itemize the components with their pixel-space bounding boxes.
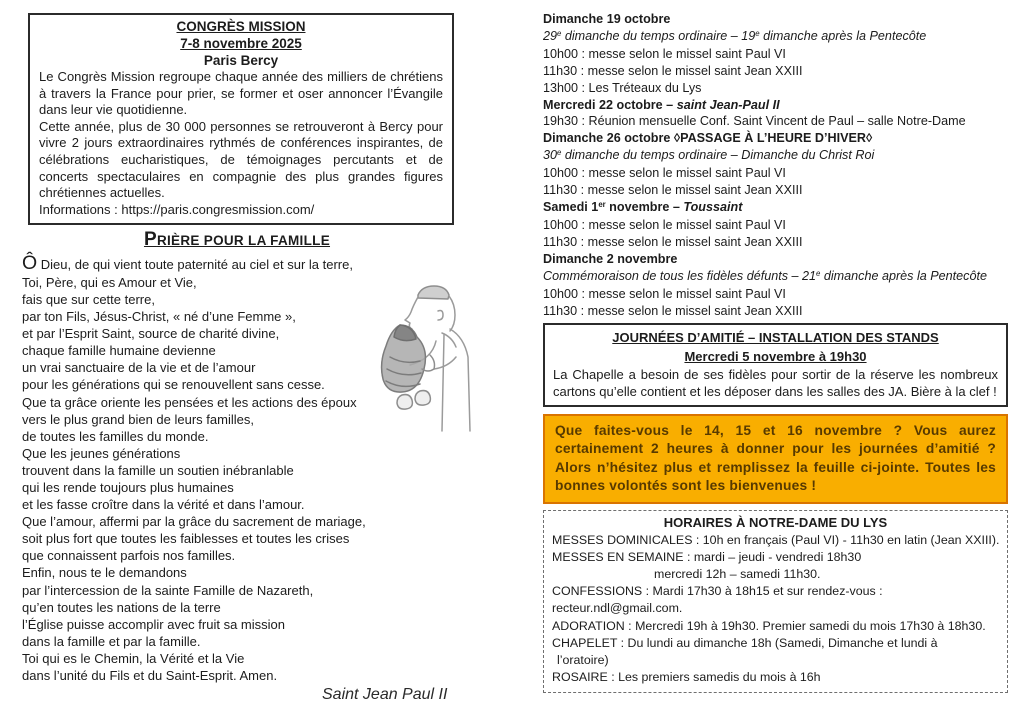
schedule-line: Mercredi 22 octobre – saint Jean-Paul II: [543, 97, 780, 112]
journees-amitie-box: [543, 323, 1008, 407]
horaires-line: ROSAIRE : Les premiers samedis du mois à 16h: [552, 670, 821, 685]
horaires-box: [543, 510, 1008, 694]
prayer-line: Ô Dieu, de qui vient toute paternité au ciel et sur la terre,: [22, 252, 353, 275]
prayer-line: par ton Fils, Jésus-Christ, « né d’une Femme »,: [22, 309, 296, 325]
schedule-line: Samedi 1er novembre – Toussaint: [543, 199, 743, 214]
horaires-line: MESSES DOMINICALES : 10h en français (Paul VI) - 11h30 en latin (Jean XXIII).: [552, 532, 1000, 547]
congres-location: Paris Bercy: [203, 53, 279, 68]
prayer-line: qu’en toutes les nations de la terre: [22, 599, 221, 615]
prayer-title: PRIÈRE POUR LA FAMILLE: [143, 229, 331, 251]
schedule-line: 13h00 : Les Tréteaux du Lys: [543, 80, 702, 95]
schedule-line: 10h00 : messe selon le missel saint Paul VI: [543, 47, 786, 62]
horaires-line: CONFESSIONS : Mardi 17h30 à 18h15 et sur rendez-vous :: [552, 584, 883, 599]
prayer-line: qui les rende toujours plus humaines: [22, 479, 234, 495]
prayer-line: Que les jeunes générations: [22, 445, 181, 461]
mass-schedule: [543, 11, 1008, 320]
horaires-line: recteur.ndl@gmail.com.: [552, 601, 683, 616]
horaires-lines: [552, 532, 999, 687]
schedule-line: 10h00 : messe selon le missel saint Paul VI: [543, 166, 786, 181]
volunteer-appeal-box: [543, 414, 1008, 504]
volunteer-text: Que faites-vous le 14, 15 et 16 novembre ? Vous aurez certainement 2 heures à donner pour les journées d’amitié ? Alors n’hésitez plus et remplissez la feuille ci-jointe. Toutes les bonnes volontés sont les bienvenues !: [555, 422, 996, 494]
prayer-signature: Saint Jean Paul II: [322, 686, 448, 704]
schedule-line: 30e dimanche du temps ordinaire – Dimanche du Christ Roi: [543, 147, 875, 162]
schedule-line: Commémoraison de tous les fidèles défunts – 21e dimanche après la Pentecôte: [543, 268, 987, 283]
schedule-line: 29e dimanche du temps ordinaire – 19e dimanche après la Pentecôte: [543, 28, 927, 43]
prayer-line: Toi, Père, qui es Amour et Vie,: [22, 274, 197, 290]
horaires-line: MESSES EN SEMAINE : mardi – jeudi - vendredi 18h30: [552, 549, 862, 564]
schedule-line: Dimanche 19 octobre: [543, 12, 671, 26]
schedule-line: 11h30 : messe selon le missel saint Jean XXIII: [543, 235, 803, 250]
schedule-line: 11h30 : messe selon le missel saint Jean XXIII: [543, 303, 803, 318]
horaires-title: HORAIRES À NOTRE-DAME DU LYS: [663, 514, 888, 530]
schedule-line: 10h00 : messe selon le missel saint Paul VI: [543, 218, 786, 233]
prayer-line: vers le plus grand bien de leurs familles,: [22, 411, 254, 427]
prayer-line: Toi qui es le Chemin, la Vérité et la Vie: [22, 650, 245, 666]
schedule-line: 10h00 : messe selon le missel saint Paul VI: [543, 287, 786, 302]
schedule-line: Dimanche 26 octobre ◊PASSAGE À L’HEURE D’HIVER◊: [543, 130, 873, 145]
stands-title: JOURNÉES D’AMITIÉ – INSTALLATION DES STANDS: [612, 329, 939, 345]
stands-date: Mercredi 5 novembre à 19h30: [684, 348, 867, 364]
schedule-line: 11h30 : messe selon le missel saint Jean XXIII: [543, 64, 803, 79]
prayer-line: fais que sur cette terre,: [22, 291, 155, 307]
schedule-line: 19h30 : Réunion mensuelle Conf. Saint Vincent de Paul – salle Notre-Dame: [543, 114, 966, 129]
prayer-line: Enfin, nous te le demandons: [22, 565, 187, 581]
congres-paragraph: Informations : https://paris.congresmission.com/: [39, 201, 315, 217]
prayer-line: et les fasse croître dans la vérité et dans l’amour.: [22, 497, 305, 513]
prayer-line: Que l’amour, affermi par la grâce du sacrement de mariage,: [22, 514, 366, 530]
prayer-line: que connaissent parfois nos familles.: [22, 548, 236, 564]
prayer-line: trouvent dans la famille un soutien inébranlable: [22, 462, 294, 478]
horaires-line: CHAPELET : Du lundi au dimanche 18h (Samedi, Dimanche et lundi à: [552, 635, 938, 650]
prayer-line: et par l’Esprit Saint, source de charité divine,: [22, 326, 280, 342]
prayer-line: de toutes les familles du monde.: [22, 428, 209, 444]
schedule-line: Dimanche 2 novembre: [543, 251, 678, 266]
prayer-line: pour les générations qui se renouvellent sans cesse.: [22, 377, 325, 393]
prayer-line: un vrai sanctuaire de la vie et de l’amour: [22, 360, 256, 376]
schedule-line: 11h30 : messe selon le missel saint Jean XXIII: [543, 183, 803, 198]
prayer-line: par l’intercession de la sainte Famille de Nazareth,: [22, 582, 314, 598]
congres-date: 7-8 novembre 2025: [180, 36, 302, 51]
horaires-line: l’oratoire): [557, 653, 609, 668]
stands-body: La Chapelle a besoin de ses fidèles pour sortir de la réserve les nombreux cartons qu’elle contient et les déposer dans les salles des JA. Bière à la clef !: [553, 366, 998, 399]
prayer-line: chaque famille humaine devienne: [22, 343, 216, 359]
prayer-line: soit plus fort que toutes les faiblesses et toutes les crises: [22, 531, 350, 547]
prayer-line: dans l’unité du Fils et du Saint-Esprit. Amen.: [22, 668, 278, 683]
congres-title: CONGRÈS MISSION: [176, 19, 306, 34]
congres-paragraph: Le Congrès Mission regroupe chaque année des milliers de chrétiens à travers la France pour prier, se former et oser annoncer l’Évangile dans leur vie quotidienne.: [39, 69, 443, 118]
prayer-line: Que ta grâce oriente les pensées et les actions des époux: [22, 394, 357, 410]
prayer-line: l’Église puisse accomplir avec fruit sa mission: [22, 616, 285, 632]
congres-paragraphs: [39, 69, 443, 218]
prayer-line: dans la famille et par la famille.: [22, 633, 201, 649]
congres-paragraph: Cette année, plus de 30 000 personnes se retrouveront à Bercy pour vivre 2 jours extraordinaires rythmés de conférences inspirantes, de célébrations eucharistiques, de témoignages percutants et de concerts spectaculaires en compagnie des plus grandes figures chrétiennes actuelles.: [39, 118, 443, 201]
horaires-line: mercredi 12h – samedi 11h30.: [654, 567, 821, 582]
pope-baby-illustration: [372, 283, 474, 433]
right-column: [543, 11, 1008, 693]
horaires-line: ADORATION : Mercredi 19h à 19h30. Premier samedi du mois 17h30 à 18h30.: [552, 618, 986, 633]
congres-mission-box: [28, 13, 454, 225]
